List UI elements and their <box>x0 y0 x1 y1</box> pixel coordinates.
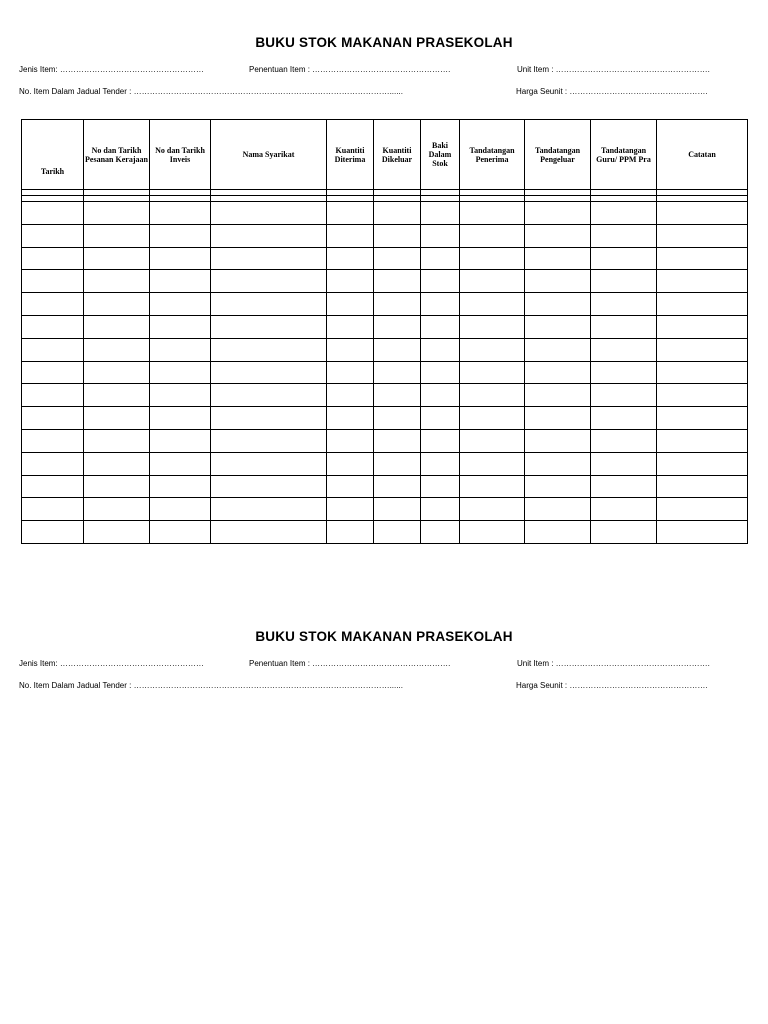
col-header-tarikh: Tarikh <box>22 120 84 190</box>
form-title: BUKU STOK MAKANAN PRASEKOLAH <box>255 35 513 50</box>
table-cell <box>460 247 525 270</box>
table-cell <box>591 452 657 475</box>
table-cell <box>327 202 374 225</box>
table-cell <box>374 338 421 361</box>
table-cell <box>327 407 374 430</box>
table-cell <box>211 475 327 498</box>
table-cell <box>327 224 374 247</box>
table-cell <box>657 361 748 384</box>
table-cell <box>84 315 150 338</box>
jenis-item-field-2: Jenis Item: ……………………………………………… <box>19 659 204 668</box>
table-cell <box>327 293 374 316</box>
stock-table <box>21 119 748 544</box>
table-cell <box>150 521 211 544</box>
table-cell <box>22 475 84 498</box>
table-cell <box>657 475 748 498</box>
table-row <box>22 429 748 452</box>
unit-item-field-2: Unit Item : …………………………………………………. <box>517 659 710 668</box>
table-cell <box>22 521 84 544</box>
table-cell <box>22 407 84 430</box>
table-cell <box>150 475 211 498</box>
table-cell <box>460 224 525 247</box>
table-cell <box>657 202 748 225</box>
table-cell <box>211 521 327 544</box>
table-cell <box>525 384 591 407</box>
table-cell <box>150 338 211 361</box>
table-cell <box>211 338 327 361</box>
table-cell <box>84 338 150 361</box>
table-cell <box>374 293 421 316</box>
table-cell <box>460 384 525 407</box>
col-header-inveis: No dan Tarikh Inveis <box>150 120 211 190</box>
table-cell <box>84 202 150 225</box>
table-cell <box>460 202 525 225</box>
table-cell <box>211 202 327 225</box>
table-cell <box>374 315 421 338</box>
table-cell <box>150 315 211 338</box>
table-cell <box>84 270 150 293</box>
table-cell <box>84 293 150 316</box>
table-cell <box>211 247 327 270</box>
table-cell <box>150 247 211 270</box>
table-row <box>22 247 748 270</box>
unit-item-field: Unit Item : …………………………………………………. <box>517 65 710 74</box>
table-cell <box>84 521 150 544</box>
table-cell <box>374 384 421 407</box>
table-cell <box>657 270 748 293</box>
table-row <box>22 361 748 384</box>
table-cell <box>327 429 374 452</box>
table-row <box>22 521 748 544</box>
table-cell <box>421 452 460 475</box>
table-cell <box>150 361 211 384</box>
col-header-kuantiti-dikeluar: Kuantiti Dikeluar <box>374 120 421 190</box>
col-header-tandatangan-guru: Tandatangan Guru/ PPM Pra <box>591 120 657 190</box>
table-cell <box>421 429 460 452</box>
table-cell <box>150 224 211 247</box>
table-cell <box>591 407 657 430</box>
table-cell <box>591 384 657 407</box>
table-header-row <box>22 120 748 190</box>
table-cell <box>525 338 591 361</box>
table-cell <box>657 429 748 452</box>
table-cell <box>657 247 748 270</box>
table-cell <box>211 384 327 407</box>
table-cell <box>525 475 591 498</box>
table-cell <box>525 407 591 430</box>
table-cell <box>591 293 657 316</box>
table-cell <box>327 315 374 338</box>
table-cell <box>22 202 84 225</box>
table-cell <box>657 224 748 247</box>
table-cell <box>22 452 84 475</box>
table-cell <box>591 270 657 293</box>
table-cell <box>460 452 525 475</box>
table-cell <box>591 247 657 270</box>
table-cell <box>460 270 525 293</box>
table-cell <box>84 224 150 247</box>
table-row <box>22 224 748 247</box>
table-cell <box>460 293 525 316</box>
table-cell <box>327 475 374 498</box>
table-cell <box>460 475 525 498</box>
table-cell <box>327 452 374 475</box>
table-row <box>22 338 748 361</box>
col-header-catatan: Catatan <box>657 120 748 190</box>
harga-seunit-field-2: Harga Seunit : ……………………………………………. <box>516 681 708 690</box>
table-row <box>22 475 748 498</box>
table-cell <box>150 407 211 430</box>
col-header-tandatangan-penerima: Tandatangan Penerima <box>460 120 525 190</box>
jenis-item-field: Jenis Item: ……………………………………………… <box>19 65 204 74</box>
table-cell <box>211 429 327 452</box>
table-cell <box>657 293 748 316</box>
col-header-pesanan-kerajaan: No dan Tarikh Pesanan Kerajaan <box>84 120 150 190</box>
table-cell <box>22 247 84 270</box>
table-cell <box>421 361 460 384</box>
table-cell <box>591 521 657 544</box>
table-cell <box>591 475 657 498</box>
table-cell <box>327 361 374 384</box>
col-header-baki-stok: Baki Dalam Stok <box>421 120 460 190</box>
table-row <box>22 407 748 430</box>
table-cell <box>657 521 748 544</box>
table-cell <box>421 384 460 407</box>
table-cell <box>657 315 748 338</box>
table-cell <box>84 429 150 452</box>
penentuan-item-field-2: Penentuan Item : ……………………………………………. <box>249 659 451 668</box>
table-cell <box>374 521 421 544</box>
table-cell <box>460 521 525 544</box>
table-cell <box>421 338 460 361</box>
table-cell <box>22 315 84 338</box>
table-cell <box>525 224 591 247</box>
table-cell <box>84 498 150 521</box>
table-cell <box>22 338 84 361</box>
table-cell <box>22 224 84 247</box>
no-item-tender-field-2: No. Item Dalam Jadual Tender : ……………………………………………………………………………………...... <box>19 681 403 690</box>
table-cell <box>150 202 211 225</box>
form-title-2: BUKU STOK MAKANAN PRASEKOLAH <box>255 629 513 644</box>
table-cell <box>327 521 374 544</box>
table-cell <box>374 361 421 384</box>
table-row <box>22 202 748 225</box>
table-cell <box>22 384 84 407</box>
table-cell <box>421 270 460 293</box>
table-cell <box>421 521 460 544</box>
table-cell <box>211 270 327 293</box>
table-cell <box>327 384 374 407</box>
table-cell <box>657 498 748 521</box>
table-cell <box>657 407 748 430</box>
table-cell <box>374 247 421 270</box>
table-cell <box>327 270 374 293</box>
no-item-tender-field: No. Item Dalam Jadual Tender : ……………………………………………………………………………………...... <box>19 87 403 96</box>
table-cell <box>150 270 211 293</box>
table-cell <box>657 338 748 361</box>
harga-seunit-field: Harga Seunit : ……………………………………………. <box>516 87 708 96</box>
table-cell <box>460 429 525 452</box>
table-cell <box>421 475 460 498</box>
table-cell <box>421 498 460 521</box>
table-cell <box>150 498 211 521</box>
table-cell <box>374 224 421 247</box>
table-cell <box>525 315 591 338</box>
table-cell <box>84 475 150 498</box>
penentuan-item-field: Penentuan Item : ……………………………………………. <box>249 65 451 74</box>
table-cell <box>591 338 657 361</box>
table-cell <box>657 452 748 475</box>
table-row <box>22 452 748 475</box>
table-cell <box>374 452 421 475</box>
col-header-nama-syarikat: Nama Syarikat <box>211 120 327 190</box>
table-row <box>22 315 748 338</box>
table-row <box>22 498 748 521</box>
table-cell <box>460 407 525 430</box>
table-cell <box>525 452 591 475</box>
table-cell <box>150 452 211 475</box>
col-header-tandatangan-pengeluar: Tandatangan Pengeluar <box>525 120 591 190</box>
table-cell <box>374 407 421 430</box>
table-row <box>22 270 748 293</box>
table-cell <box>591 361 657 384</box>
table-cell <box>421 247 460 270</box>
table-cell <box>591 429 657 452</box>
table-cell <box>150 384 211 407</box>
table-cell <box>211 498 327 521</box>
table-cell <box>525 521 591 544</box>
table-cell <box>460 315 525 338</box>
table-row <box>22 384 748 407</box>
table-cell <box>327 247 374 270</box>
table-cell <box>84 452 150 475</box>
table-cell <box>22 498 84 521</box>
col-header-kuantiti-diterima: Kuantiti Diterima <box>327 120 374 190</box>
table-cell <box>211 361 327 384</box>
table-cell <box>525 270 591 293</box>
table-cell <box>374 475 421 498</box>
table-cell <box>211 315 327 338</box>
table-cell <box>421 315 460 338</box>
table-cell <box>460 361 525 384</box>
table-cell <box>374 202 421 225</box>
table-cell <box>211 452 327 475</box>
table-cell <box>211 224 327 247</box>
table-cell <box>84 407 150 430</box>
table-cell <box>525 293 591 316</box>
table-cell <box>22 293 84 316</box>
table-cell <box>421 407 460 430</box>
table-cell <box>591 498 657 521</box>
table-cell <box>525 429 591 452</box>
table-cell <box>525 361 591 384</box>
table-cell <box>421 293 460 316</box>
table-cell <box>591 224 657 247</box>
table-cell <box>374 270 421 293</box>
table-cell <box>22 361 84 384</box>
table-cell <box>421 202 460 225</box>
table-cell <box>525 498 591 521</box>
table-cell <box>327 498 374 521</box>
table-cell <box>22 270 84 293</box>
table-cell <box>525 247 591 270</box>
table-cell <box>327 338 374 361</box>
table-cell <box>460 498 525 521</box>
table-cell <box>591 202 657 225</box>
table-cell <box>525 202 591 225</box>
table-cell <box>374 498 421 521</box>
table-cell <box>374 429 421 452</box>
table-cell <box>22 429 84 452</box>
table-row <box>22 293 748 316</box>
table-cell <box>591 315 657 338</box>
table-cell <box>84 247 150 270</box>
table-cell <box>421 224 460 247</box>
table-cell <box>211 407 327 430</box>
table-cell <box>84 384 150 407</box>
table-cell <box>657 384 748 407</box>
table-cell <box>84 361 150 384</box>
table-cell <box>460 338 525 361</box>
table-cell <box>150 429 211 452</box>
table-cell <box>211 293 327 316</box>
table-cell <box>150 293 211 316</box>
